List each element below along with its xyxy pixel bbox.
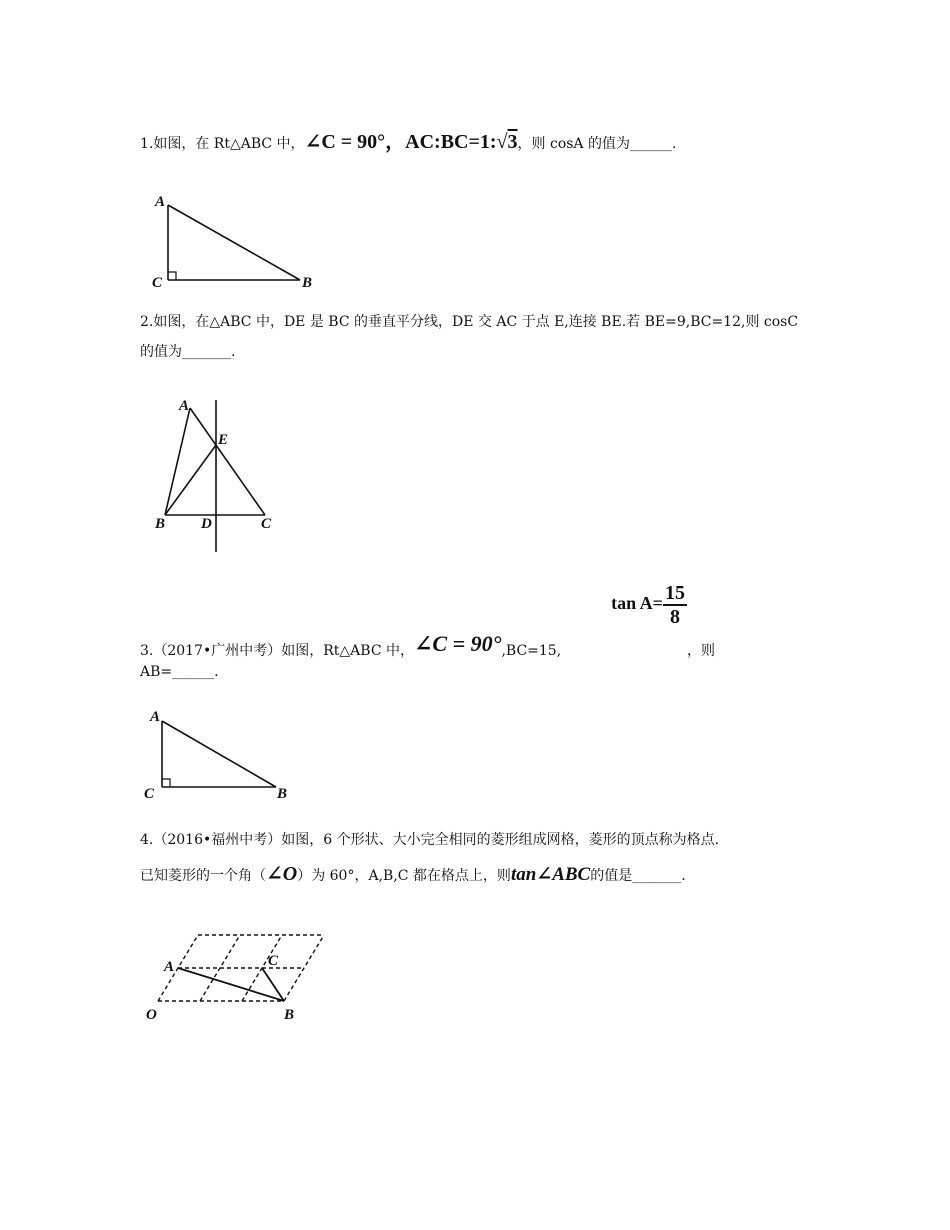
- q3-tan-expression: [611, 582, 687, 628]
- q2-label-e: E: [218, 432, 229, 448]
- question-4-line-2: [140, 864, 686, 886]
- q3-triangle-figure: [140, 705, 305, 805]
- q2-line1: 2.如图，在△ABC 中，DE 是 BC 的垂直平分线，DE 交 AC 于点 E,连接 BE.若 BE=9,BC=12,则 cosC: [140, 314, 799, 330]
- q1-label-c: C: [152, 275, 163, 291]
- q2-side-ac: [190, 408, 265, 515]
- q2-label-b: B: [155, 516, 166, 532]
- q3-label-a: A: [150, 709, 161, 725]
- question-1-text: [140, 132, 676, 154]
- q4-label-a: A: [164, 959, 175, 975]
- q1-math: ∠C = 90°，AC:BC=1:√3: [304, 131, 518, 153]
- q4-line1: 4.（2016•福州中考）如图，6 个形状、大小完全相同的菱形组成网格，菱形的顶点称为格点.: [140, 832, 720, 848]
- q3-suffix: ，则: [686, 643, 715, 659]
- q2-label-a: A: [179, 398, 190, 414]
- q3-line2: AB=______.: [140, 664, 219, 680]
- q1-prefix: 1.如图，在 Rt△ABC 中，: [140, 136, 305, 152]
- q1-triangle-figure: [140, 190, 330, 295]
- question-3-line-1: [140, 582, 715, 659]
- q4-line2-suffix: 的值是_______.: [590, 868, 686, 884]
- q2-line2: 的值为_______.: [140, 344, 236, 360]
- question-3-line-2: [140, 662, 219, 682]
- q1-suffix: ，则 cosA 的值为______.: [517, 136, 677, 152]
- q4-angle-o: ∠O: [266, 863, 298, 885]
- q2-triangle-figure: [145, 392, 290, 562]
- q3-right-angle-mark: [162, 779, 170, 787]
- q4-tan-abc: tan∠ABC: [510, 864, 591, 885]
- q2-label-d: D: [201, 516, 212, 532]
- question-2-line-2: [140, 342, 235, 362]
- q4-segment-ab: [178, 968, 284, 1001]
- q1-right-angle-mark: [168, 272, 176, 280]
- q3-label-b: B: [277, 786, 288, 802]
- q3-side-ab: [162, 721, 276, 787]
- question-2-line-1: [140, 312, 798, 332]
- q4-label-c: C: [268, 953, 279, 969]
- q1-label-a: A: [155, 194, 166, 210]
- q4-label-o: O: [146, 1007, 157, 1023]
- q3-fraction-numerator: 15: [664, 582, 685, 604]
- q3-mid: ,BC=15,: [501, 643, 562, 659]
- q1-label-b: B: [302, 275, 313, 291]
- q3-prefix: 3.（2017•广州中考）如图，Rt△ABC 中，: [140, 643, 414, 659]
- question-4-line-1: [140, 830, 719, 850]
- q4-label-b: B: [284, 1007, 295, 1023]
- q3-tan-label: tan A=: [611, 593, 663, 613]
- q3-fraction: [663, 582, 687, 628]
- q3-angle-c: ∠C = 90°: [414, 631, 502, 656]
- q4-line2-mid: ）为 60°，A,B,C 都在格点上，则: [297, 868, 511, 884]
- q2-label-c: C: [261, 516, 272, 532]
- q4-line2-prefix: 已知菱形的一个角（: [140, 868, 266, 884]
- sqrt-symbol: √: [496, 131, 508, 153]
- q1-sqrt-radicand: 3: [507, 131, 518, 153]
- q4-rhombus-grid-figure: [140, 925, 340, 1025]
- q3-label-c: C: [144, 786, 155, 802]
- q1-side-ab: [168, 205, 300, 280]
- q4-dashed-grid: [158, 935, 324, 1001]
- q3-fraction-denominator: 8: [669, 606, 680, 628]
